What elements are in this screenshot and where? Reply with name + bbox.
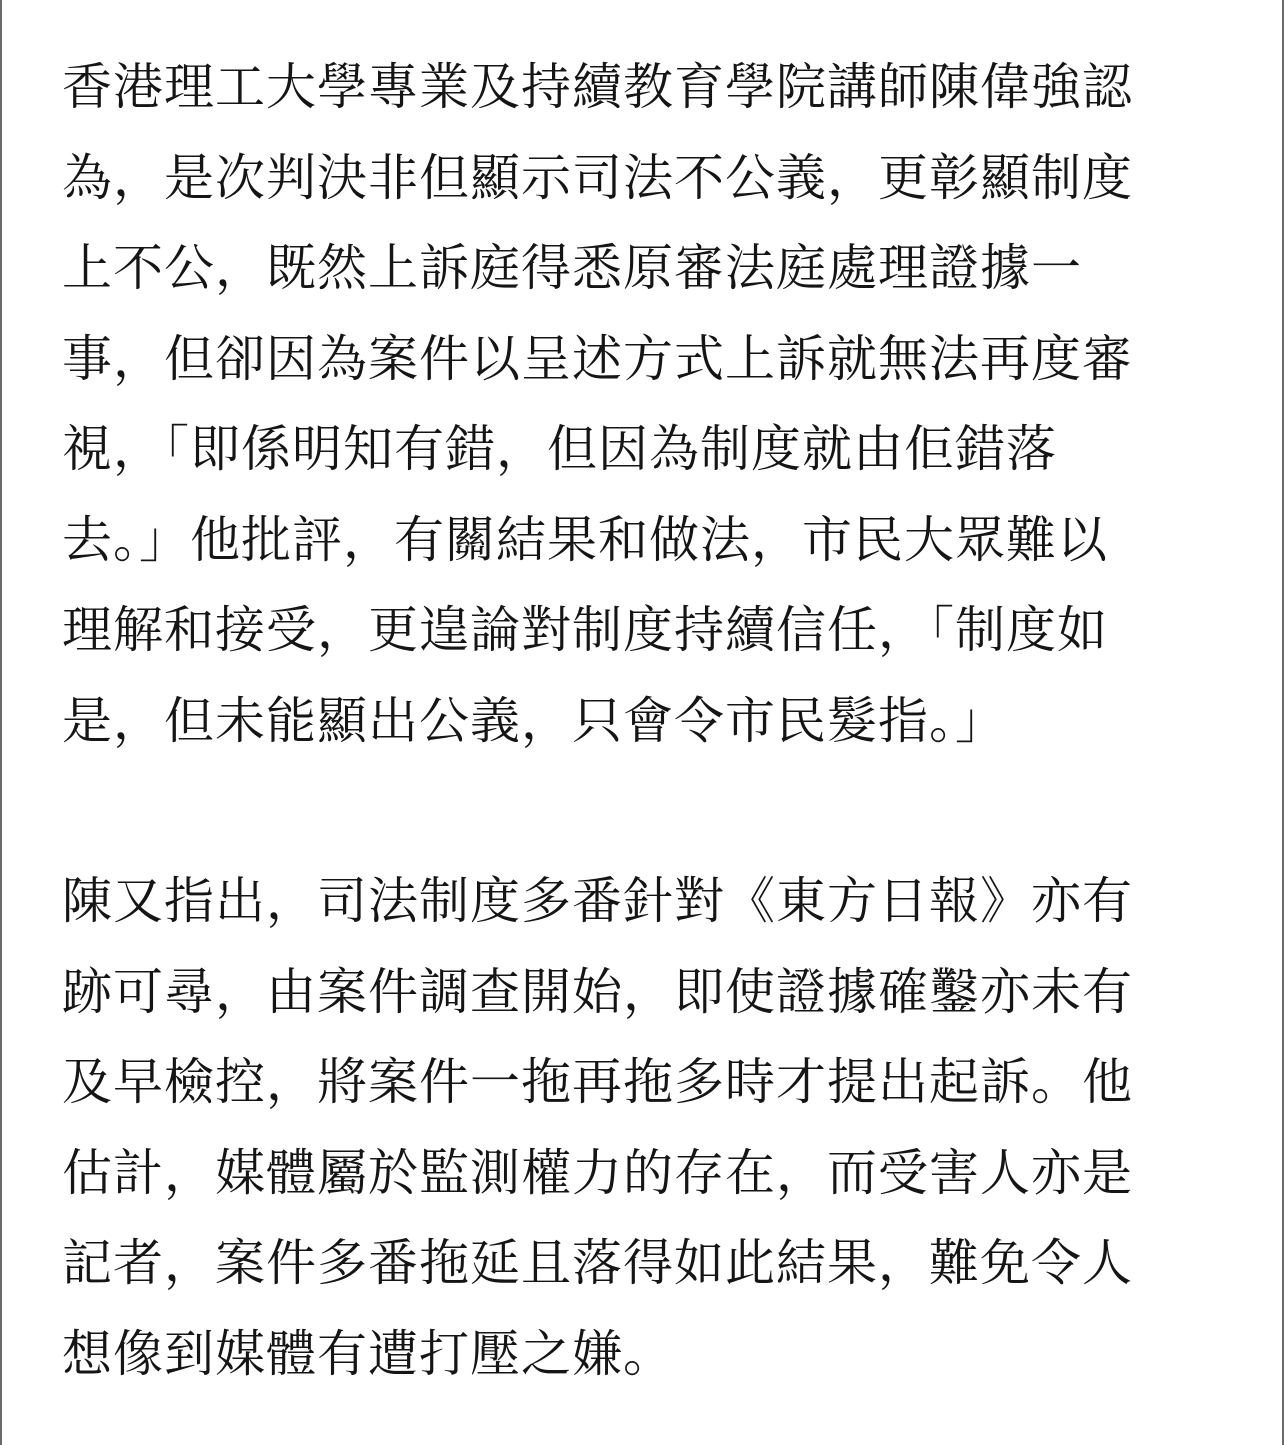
paragraph-1 (62, 42, 1222, 766)
paragraph-line: 事，但卻因為案件以呈述方式上訴就無法再度審 (62, 329, 1133, 388)
paragraph-line: 跡可尋，由案件調查開始，即使證據確鑿亦未有 (62, 962, 1133, 1021)
paragraph-line: 理解和接受，更遑論對制度持續信任，「制度如 (62, 601, 1108, 659)
paragraph-line: 為，是次判決非但顯示司法不公義，更彰顯制度 (62, 148, 1133, 207)
paragraph-line: 及早檢控，將案件一拖再拖多時才提出起訴。他 (62, 1053, 1133, 1111)
paragraph-line: 是，但未能顯出公義，只會令市民髮指。」 (62, 691, 1006, 750)
paragraph-2 (62, 856, 1222, 1399)
paragraph-line: 估計，媒體屬於監測權力的存在，而受害人亦是 (62, 1143, 1133, 1202)
paragraph-line: 陳又指出，司法制度多番針對《東方日報》亦有 (62, 872, 1133, 930)
paragraph-line: 記者，案件多番拖延且落得如此結果，難免令人 (62, 1234, 1133, 1292)
paragraph-line: 香港理工大學專業及持續教育學院講師陳偉強認 (62, 58, 1133, 116)
paragraph-line: 去。」他批評，有關結果和做法，市民大眾難以 (62, 510, 1108, 569)
article-body (62, 42, 1222, 1399)
paragraph-line: 想像到媒體有遭打壓之嫌。 (62, 1324, 674, 1383)
paragraph-line: 視，「即係明知有錯，但因為制度就由佢錯落 (62, 420, 1057, 478)
paragraph-line: 上不公，既然上訴庭得悉原審法庭處理證據一 (62, 239, 1082, 297)
